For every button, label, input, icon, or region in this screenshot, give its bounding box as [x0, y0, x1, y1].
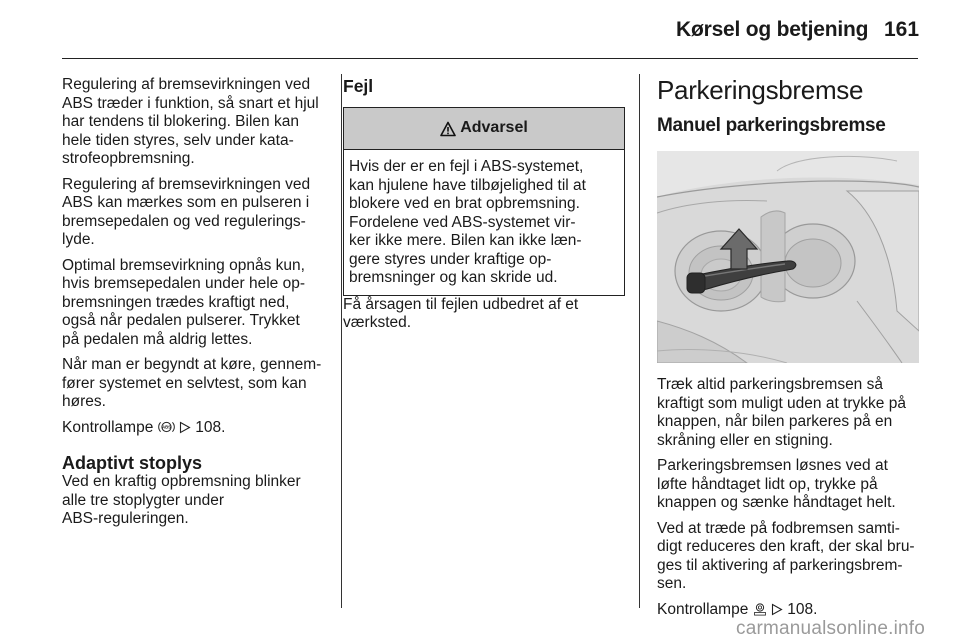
watermark: carmanualsonline.info	[736, 618, 926, 639]
abs-warning-lamp-icon	[158, 420, 175, 434]
parking-brake-illustration	[657, 151, 919, 363]
column-right	[657, 76, 922, 626]
subsection-title: Manuel parkeringsbremse	[657, 115, 886, 136]
column-divider	[639, 74, 640, 608]
subheading-adaptive-brake-light: Adaptivt stoplys	[62, 453, 203, 473]
page-number: 161	[884, 18, 920, 41]
column-divider	[341, 74, 342, 608]
page-reference[interactable]: Kontrollampe 108.	[657, 600, 818, 618]
paragraph: Træk altid parkeringsbremsen så kraftigt som muligt uden at trykke på knappen, når bilen parkeres på en skråning eller en stigning.	[657, 376, 906, 449]
paragraph: Ved en kraftig opbremsning blinker alle tre stoplygter under ABS-reguleringen.	[62, 473, 301, 527]
column-middle	[343, 76, 623, 340]
warning-box	[343, 107, 625, 296]
warning-text: Hvis der er en fejl i ABS-systemet, kan hjulene have tilbøjelighed til at blokere ved en brat opbremsning. Fordelene ved ABS-systemet vir- ker ikke mere. Bilen kan ikke læn- gere styres under kraftige op- bremsninger og kan skride ud.	[349, 158, 586, 286]
warning-title: Advarsel	[460, 119, 528, 137]
paragraph: Optimal bremsevirkning opnås kun, hvis bremsepedalen under hele op- bremsningen trædes kraftigt ned, også når pedalen pulserer. Trykket på pedalen må aldrig lettes.	[62, 256, 305, 348]
paragraph: Når man er begyndt at køre, gennem- fører systemet en selvtest, som kan høres.	[62, 356, 322, 410]
page-reference-arrow-icon	[179, 421, 191, 434]
running-header-title: Kørsel og betjening	[676, 18, 869, 41]
paragraph: Ved at træde på fodbremsen samti- digt reduceres den kraft, der skal bru- ges til aktivering af parkeringsbrem- sen.	[657, 519, 915, 592]
column-left	[62, 76, 332, 536]
warning-triangle-icon	[440, 121, 456, 137]
parking-brake-lamp-icon	[753, 602, 767, 616]
heading-fault: Fejl	[343, 76, 374, 96]
paragraph: Regulering af bremsevirkningen ved ABS kan mærkes som en pulseren i bremsepedalen og ved regulerings- lyde.	[62, 175, 311, 248]
paragraph: Regulering af bremsevirkningen ved ABS træder i funktion, så snart et hjul har tendens til blokering. Bilen kan hele tiden styres, selv under kata- strofeopbremsning.	[62, 76, 319, 167]
header-rule	[62, 58, 918, 59]
svg-text:ABS: ABS	[161, 424, 171, 430]
paragraph: Få årsagen til fejlen udbedret af et værksted.	[343, 295, 579, 331]
paragraph: Parkeringsbremsen løsnes ved at løfte håndtaget lidt op, trykke på knappen og sænke håndtaget helt.	[657, 457, 896, 511]
section-title: Parkeringsbremse	[657, 75, 864, 105]
page-reference-arrow-icon	[771, 603, 783, 616]
warning-header	[344, 108, 624, 150]
page-reference[interactable]: Kontrollampe ABS 108.	[62, 418, 226, 436]
